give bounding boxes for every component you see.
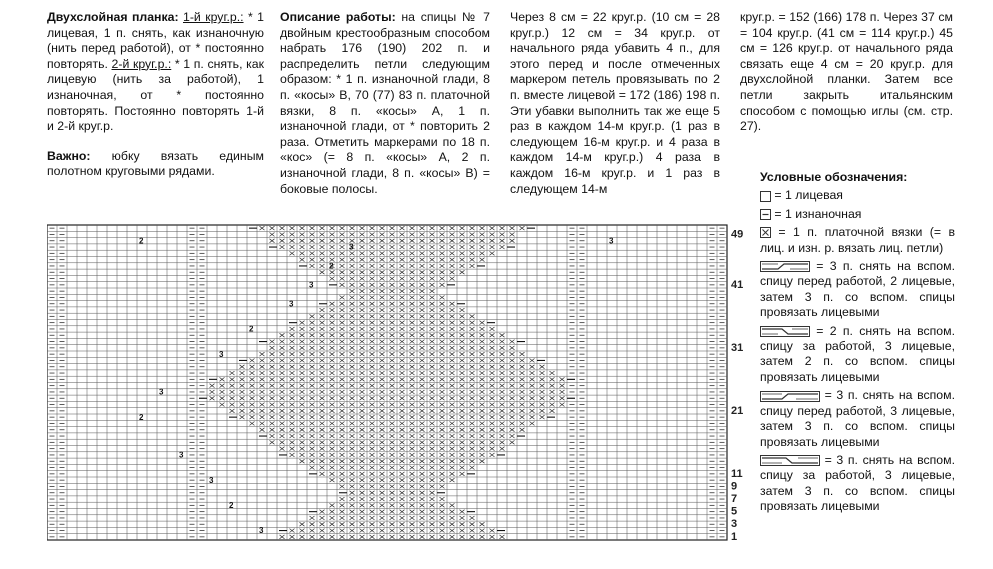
garter-symbol-icon <box>760 227 771 238</box>
legend-knit-label: = 1 лицевая <box>774 188 843 203</box>
column-2 <box>280 10 490 197</box>
double-layer-band-paragraph <box>47 10 264 135</box>
round-2-label: 2-й круг.р.: <box>111 56 172 71</box>
row-number-label: 11 <box>731 467 743 480</box>
legend-purl-label: = 1 изнаночная <box>774 206 862 221</box>
legend-garter-label: = 1 п. платочной вязки (= в лиц. и изн. р. вязать лиц. петли) <box>760 225 955 255</box>
work-description-text: на спицы № 7 двойным крестообразным способом набрать 176 (190) 202 п. и распределить петли следующим образом: * 1 п. изнаночной глади, 8 п. «косы» В, 70 (77) 83 п. платочной вязки, 8 п. «косы» А, 1 п. изнаночной глади, от * повторить 2 раза. Отметить маркерами по 18 п. «кос» (= 8 п. «косы» А, 2 п. изнаночной глади, 8 п. «косы» В) = боковые полосы. <box>280 10 490 196</box>
row-number-label: 31 <box>731 341 744 354</box>
round-2-text: * 1 п. снять, как лицевую (нить за работой), 1 изнаночная, от * постоянно повторять. Постоянно повторять 1-й и 2-й круг.р. <box>47 56 264 134</box>
chart-cable-mark: 2 <box>139 236 144 246</box>
important-text: юбку вязать единым полотном круговыми рядами. <box>47 148 264 179</box>
cable-2-3-back-icon <box>760 326 810 337</box>
legend-cable-2-3-back-label: = 2 п. снять на вспом. спицу за работой, 3 лицевые, затем 2 п. со вспом. спицы провязать лицевыми <box>760 323 956 384</box>
legend-item-cable-2-3-back <box>760 324 955 386</box>
legend-cable-3-3-front-label: = 3 п. снять на вспом. спицу перед работой, 3 лицевые, затем 3 п. со вспом. спицы провязать лицевыми <box>760 388 955 449</box>
round-1-label: 1-й круг.р.: <box>183 10 244 24</box>
row-number-label: 49 <box>731 228 744 241</box>
row-number-label: 9 <box>731 480 738 493</box>
chart-cable-mark: 2 <box>249 324 254 334</box>
chart-cable-mark: 2 <box>329 261 334 271</box>
row-number-label: 3 <box>731 518 738 531</box>
purl-symbol-icon <box>760 209 771 220</box>
chart-cable-mark: 3 <box>179 450 184 460</box>
row-number-label: 21 <box>731 404 744 417</box>
row-number-label: 41 <box>731 278 744 291</box>
legend-item-purl <box>760 207 955 222</box>
row-number-label: 7 <box>731 493 738 505</box>
decrease-paragraph: Через 8 см = 22 круг.р. (10 см = 28 круг.р.) 12 см = 34 круг.р. от начального ряда убавить 4 п., для этого перед и после отмеченных маркером петель провязывать по 2 п. вместе лицевой = 172 (186) 198 п. Эти убавки выполнить так же еще 5 раз в каждом 14-м круг.р. (1 раз в следующем 16-м круг.р. и 4 раза в каждом 14-м круг.р.) 4 раза в каждом 16-м круг.р. и 1 раз в следующем 14-м <box>510 10 720 196</box>
chart-cable-mark: 3 <box>349 242 354 252</box>
work-description-title: Описание работы: <box>280 10 396 24</box>
chart-cable-mark: 3 <box>259 526 264 536</box>
legend-cable-3-2-front-label: = 3 п. снять на вспом. спицу перед работой, 2 лицевые, затем 3 п. со вспом. спицы провязать лицевыми <box>760 259 956 320</box>
important-title: Важно: <box>47 148 91 163</box>
chart-cable-mark: 3 <box>209 475 214 485</box>
row-number-label: 5 <box>731 505 738 518</box>
stitch-chart-svg <box>47 224 760 544</box>
cable-3-2-front-icon <box>760 261 810 272</box>
legend-item-cable-3-2-front <box>760 259 955 321</box>
legend-item-cable-3-3-back <box>760 453 955 515</box>
knit-symbol-icon <box>760 191 771 202</box>
chart-cable-mark: 3 <box>289 299 294 309</box>
column-3 <box>510 10 720 197</box>
chart-cable-mark: 3 <box>309 280 314 290</box>
round-1-text: * 1 лицевая, 1 п. снять, как изнаночную (нить перед работой), от * постоянно повторять. <box>47 10 265 71</box>
finish-paragraph: круг.р. = 152 (166) 178 п. Через 37 см = 104 круг.р. (41 см = 114 круг.р.) 45 см = 126 круг.р. от начального ряда связать еще 4 см = 20 круг.р. для двухслойной планки. Затем все петли закрыть итальянским способом с помощью иглы (см. стр. 27). <box>740 10 953 134</box>
cable-3-3-front-icon <box>760 391 820 402</box>
chart-cable-mark: 3 <box>159 387 164 397</box>
column-1 <box>47 10 264 180</box>
double-layer-band-title: Двухслойная планка: <box>47 10 179 24</box>
legend-item-garter <box>760 225 955 256</box>
legend <box>760 170 955 518</box>
legend-item-knit <box>760 188 955 203</box>
important-paragraph <box>47 149 264 180</box>
legend-item-cable-3-3-front <box>760 388 955 450</box>
cable-3-3-back-icon <box>760 455 820 466</box>
chart-cable-mark: 3 <box>609 236 614 246</box>
chart-cable-mark: 2 <box>139 412 144 422</box>
legend-title: Условные обозначения: <box>760 170 908 184</box>
row-number-label: 1 <box>731 530 738 543</box>
stitch-chart <box>47 224 760 544</box>
column-4 <box>740 10 953 135</box>
chart-cable-mark: 3 <box>219 349 224 359</box>
chart-cable-mark: 2 <box>229 501 234 510</box>
legend-cable-3-3-back-label: = 3 п. снять на вспом. спицу за работой, 3 лицевые, затем 3 п. со вспом. спицы провязать лицевыми <box>760 452 955 514</box>
work-description-paragraph <box>280 10 490 197</box>
